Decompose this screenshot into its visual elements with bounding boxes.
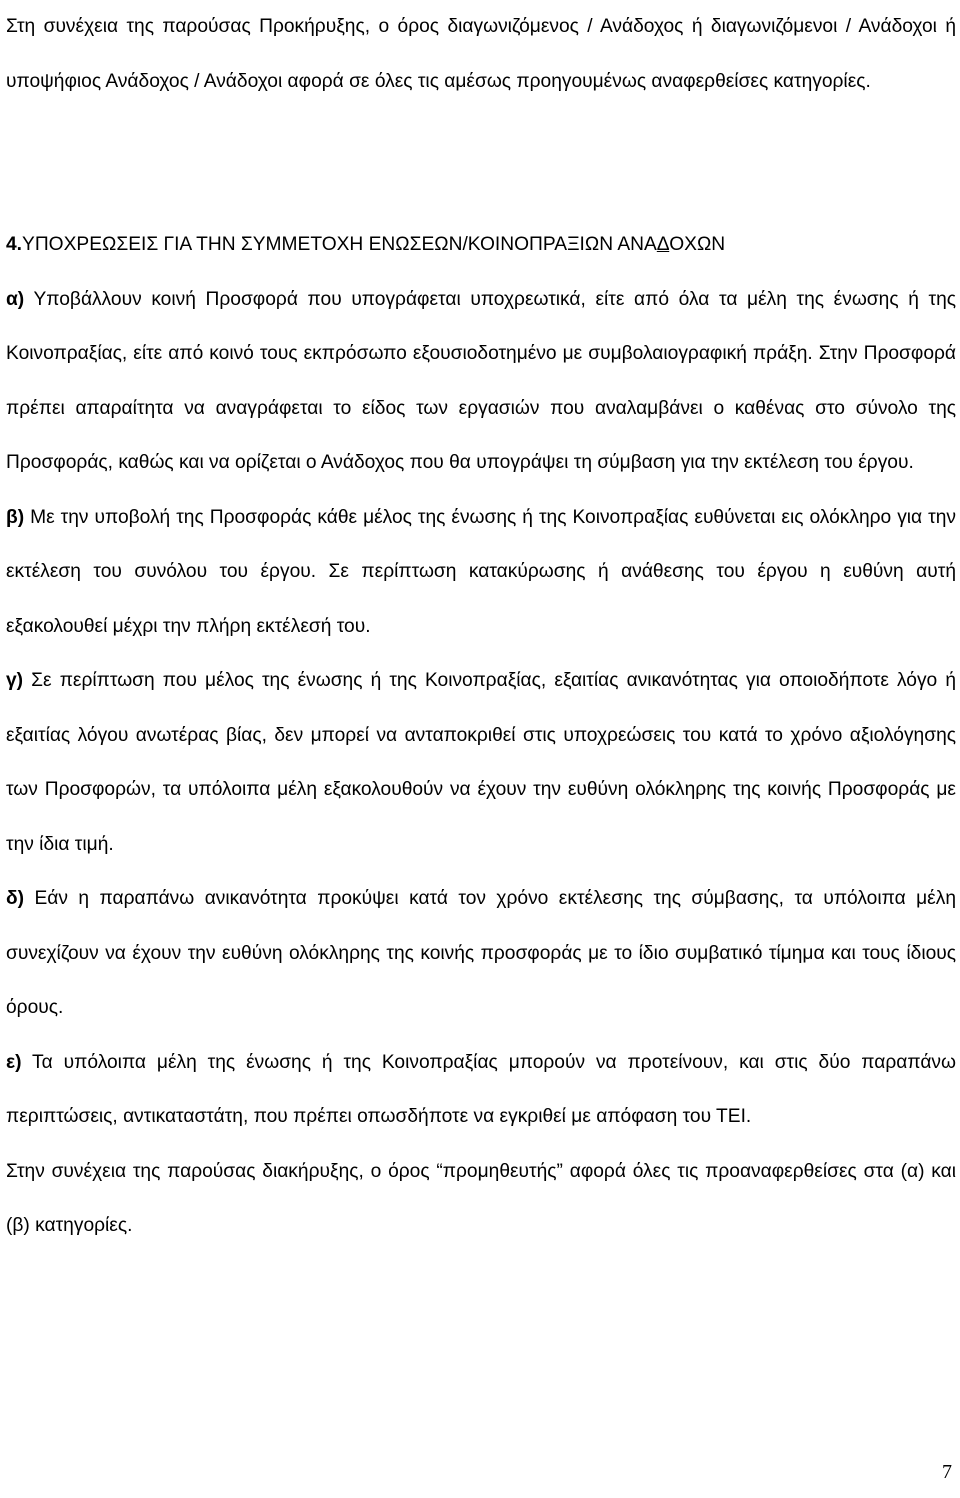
section-heading [6,218,956,273]
item-d [6,872,956,1036]
item-d-label: δ) [6,888,25,909]
document-page [6,0,956,1254]
section-heading-text: ΥΠΟΧΡΕΩΣΕΙΣ ΓΙΑ ΤΗΝ ΣΥΜΜΕΤΟΧΗ ΕΝΩΣΕΩΝ/ΚΟΙΝΟΠΡΑΞΙΩΝ ΑΝΑ [22,234,657,255]
section-spacer [6,109,956,218]
section-number: 4. [6,234,23,255]
item-b [6,491,956,655]
item-e-label: ε) [6,1051,22,1073]
item-d-text: Εάν η παραπάνω ανικανότητα προκύψει κατά τον χρόνο εκτέλεσης της σύμβασης, τα υπόλοιπα μέλη συνεχίζουν να έχουν την ευθύνη ολόκληρης της κοινής προσφοράς με το ίδιο συμβατικό τίμημα και τους ίδιους όρους. [6,888,956,1018]
item-a-text: Υποβάλλουν κοινή Προσφορά που υπογράφεται υποχρεωτικά, είτε από όλα τα μέλη της ένωσης ή της Κοινοπραξίας, είτε από κοινό τους εκπρόσωπο εξουσιοδοτημένο με συμβολαιογραφική πράξη. Στην Προσφορά πρέπει απαραίτητα να αναγράφεται το είδος των εργασιών που αναλαμβάνει ο καθένας στο σύνολο της Προσφοράς, καθώς και να ορίζεται ο Ανάδοχος που θα υπογράψει τη σύμβαση για την εκτέλεση του έργου. [6,288,956,473]
item-b-label: β) [6,506,25,528]
item-e-text: Τα υπόλοιπα μέλη της ένωσης ή της Κοινοπραξίας μπορούν να προτείνουν, και στις δύο παραπάνω περιπτώσεις, αντικαταστάτη, που πρέπει οπωσδήποτε να εγκριθεί με απόφαση του ΤΕΙ. [6,1051,956,1127]
section-heading-underlined-letter: Δ [656,234,670,255]
item-a-label: α) [6,288,25,310]
page-number: 7 [942,1461,952,1483]
item-e [6,1036,956,1145]
item-b-text: Με την υποβολή της Προσφοράς κάθε μέλος της ένωσης ή της Κοινοπραξίας ευθύνεται εις ολόκληρο για την εκτέλεση του συνόλου του έργου. Σε περίπτωση κατακύρωσης ή ανάθεσης του έργου η ευθύνη αυτή εξακολουθεί μέχρι την πλήρη εκτέλεσή του. [6,506,956,637]
item-c-label: γ) [6,670,24,691]
section-heading-tail: ΟΧΩΝ [669,234,726,255]
item-c-text: Σε περίπτωση που μέλος της ένωσης ή της Κοινοπραξίας, εξαιτίας ανικανότητας για οποιοδήποτε λόγο ή εξαιτίας λόγου ανωτέρας βίας, δεν μπορεί να ανταποκριθεί στις υποχρεώσεις του κατά το χρόνο αξιολόγησης των Προσφορών, τα υπόλοιπα μέλη εξακολουθούν να έχουν την ευθύνη ολόκληρης της κοινής Προσφοράς με την ίδια τιμή. [6,670,956,855]
closing-paragraph: Στην συνέχεια της παρούσας διακήρυξης, ο όρος “προμηθευτής” αφορά όλες τις προαναφερθείσες στα (α) και (β) κατηγορίες. [6,1160,956,1236]
intro-paragraph: Στη συνέχεια της παρούσας Προκήρυξης, ο όρος διαγωνιζόμενος / Ανάδοχος ή διαγωνιζόμενοι / Ανάδοχοι ή υποψήφιος Ανάδοχος / Ανάδοχοι αφορά σε όλες τις αμέσως προηγουμένως αναφερθείσες κατηγορίες. [6,16,956,92]
item-c [6,654,956,872]
item-a [6,273,956,491]
